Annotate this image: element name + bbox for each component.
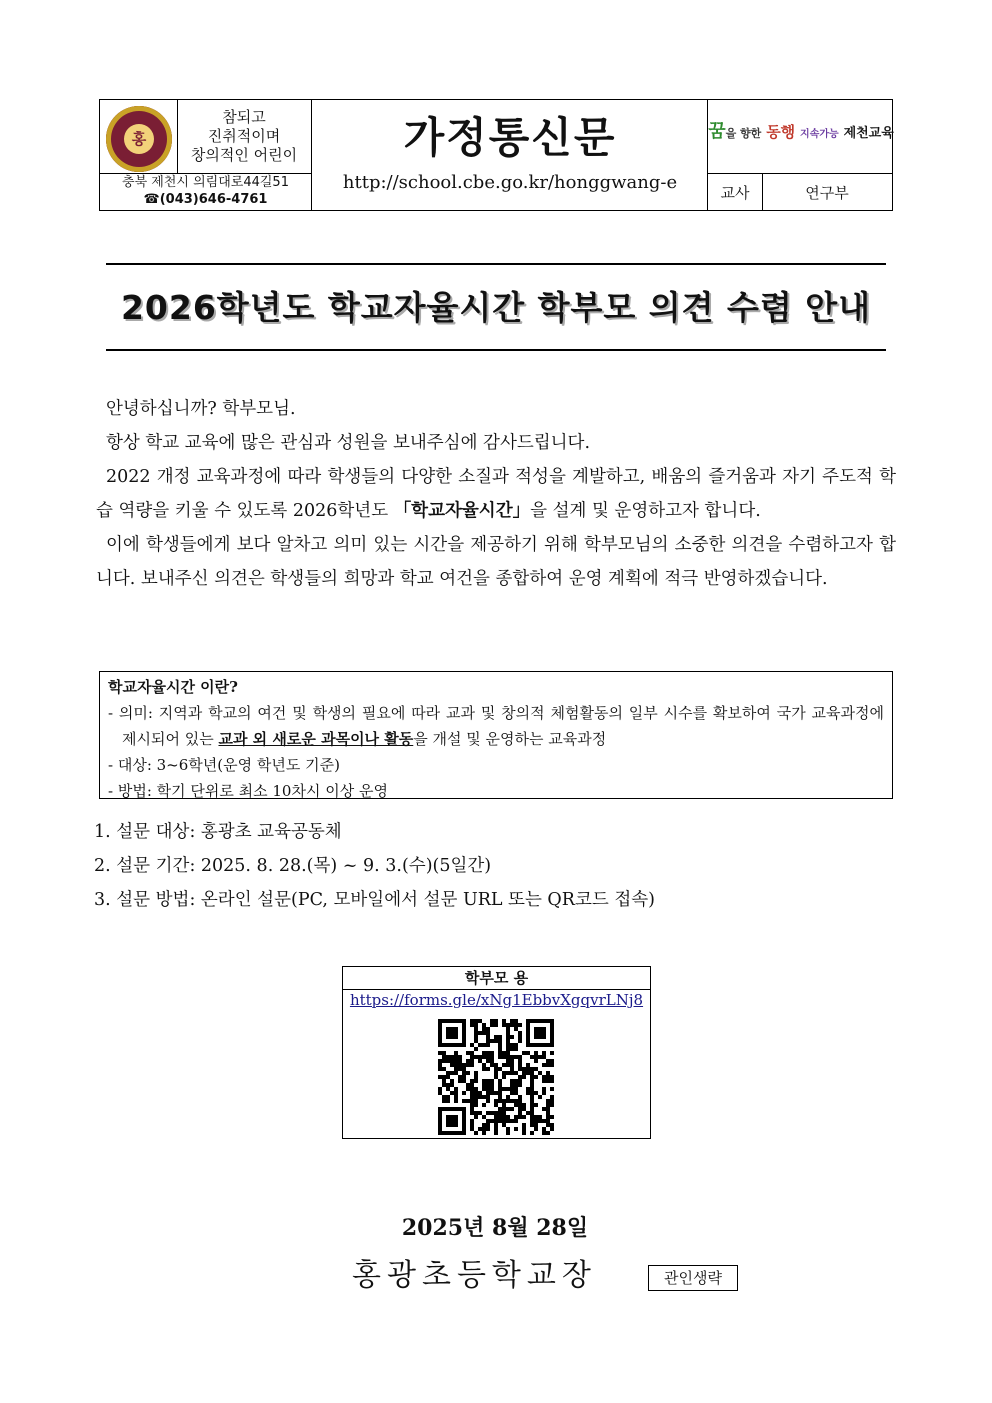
address-text: 충북 제천시 의림대로44길51	[122, 175, 289, 190]
slogan-part: 동행	[766, 123, 796, 141]
definition-box	[99, 671, 893, 799]
phone-text: ☎(043)646-4761	[143, 192, 268, 207]
text-run: 을 개설 및 운영하는 교육과정	[413, 730, 607, 748]
qr-label: 학부모 용	[343, 967, 650, 990]
list-item: 1. 설문 대상: 홍광초 교육공동체	[94, 822, 342, 842]
text-run: - 의미: 지역과 학교의 여건 및 학생의 필요에 따라 교과 및 창의적 체험활동의 일부 시수를 확보하여 국가 교육과정에 제시되어 있는	[108, 704, 884, 748]
survey-info-list	[94, 815, 894, 917]
slogan-part: 을 향한	[725, 127, 762, 140]
greeting: 안녕하십니까? 학부모님.	[106, 399, 296, 419]
paragraph-request: 이에 학생들에게 보다 알차고 의미 있는 시간을 제공하기 위해 학부모님의 소중한 의견을 수렴하고자 합니다. 보내주신 의견은 학생들의 희망과 학교 여건을 종합하여 운영 계획에 적극 반영하겠습니다.	[96, 535, 896, 589]
teacher-cell: 교사	[720, 184, 750, 202]
text-run: 을 설계 및 운영하고자 합니다.	[530, 501, 761, 521]
qr-box	[342, 966, 651, 1139]
department-cell: 연구부	[805, 184, 849, 202]
slogan-part: 지속가능	[800, 129, 839, 140]
thanks: 항상 학교 교육에 많은 관심과 성원을 보내주심에 감사드립니다.	[106, 433, 591, 453]
letter-body	[96, 392, 896, 596]
text-run: 2022 개정 교육과정에 따라 학생들의 다양한 소질과 적성을 계발하고, 배움의 즐거움과 자기 주도적 학습 역량을 키울 수 있도록 2026학년도	[96, 467, 896, 521]
header-table	[99, 99, 893, 211]
paragraph-purpose	[96, 460, 896, 528]
headline-rule-bottom	[106, 349, 886, 351]
survey-link[interactable]: https://forms.gle/xNg1EbbvXgqvrLNj8	[349, 991, 644, 1009]
school-logo	[106, 106, 172, 172]
headline-rule-top	[106, 263, 886, 265]
official-seal-omitted: 관인생략	[648, 1265, 738, 1291]
motto-line: 창의적인 어린이	[190, 146, 298, 164]
definition-method: - 방법: 학기 단위로 최소 10차시 이상 운영	[108, 782, 388, 800]
list-item: 3. 설문 방법: 온라인 설문(PC, 모바일에서 설문 URL 또는 QR코드 접속)	[94, 890, 655, 910]
underlined-term: 교과 외 새로운 과목이나 활동	[218, 730, 414, 748]
motto-line: 참되고	[222, 108, 266, 126]
school-url[interactable]: http://school.cbe.go.kr/honggwang-e	[342, 172, 678, 193]
definition-meaning	[108, 700, 884, 752]
principal-signature: 홍광초등학교장	[352, 1258, 597, 1293]
newsletter-title: 가정통신문	[403, 113, 617, 162]
school-address	[100, 174, 311, 208]
headline: 2026학년도 학교자율시간 학부모 의견 수렴 안내	[120, 288, 872, 327]
motto-line: 진취적이며	[207, 127, 281, 145]
education-slogan	[708, 118, 894, 149]
list-item: 2. 설문 기간: 2025. 8. 28.(목) ~ 9. 3.(수)(5일간)	[94, 856, 492, 876]
definition-title: 학교자율시간 이란?	[108, 678, 238, 696]
slogan-part: 꿈	[708, 121, 726, 142]
definition-target: - 대상: 3~6학년(운영 학년도 기준)	[108, 756, 340, 774]
issue-date: 2025년 8월 28일	[401, 1215, 589, 1241]
highlight-term: 「학교자율시간」	[393, 501, 531, 521]
qr-code-icon[interactable]	[436, 1017, 556, 1135]
school-motto	[178, 108, 310, 165]
school-logo-icon: 홍	[124, 124, 154, 154]
slogan-part: 제천교육	[843, 126, 894, 141]
